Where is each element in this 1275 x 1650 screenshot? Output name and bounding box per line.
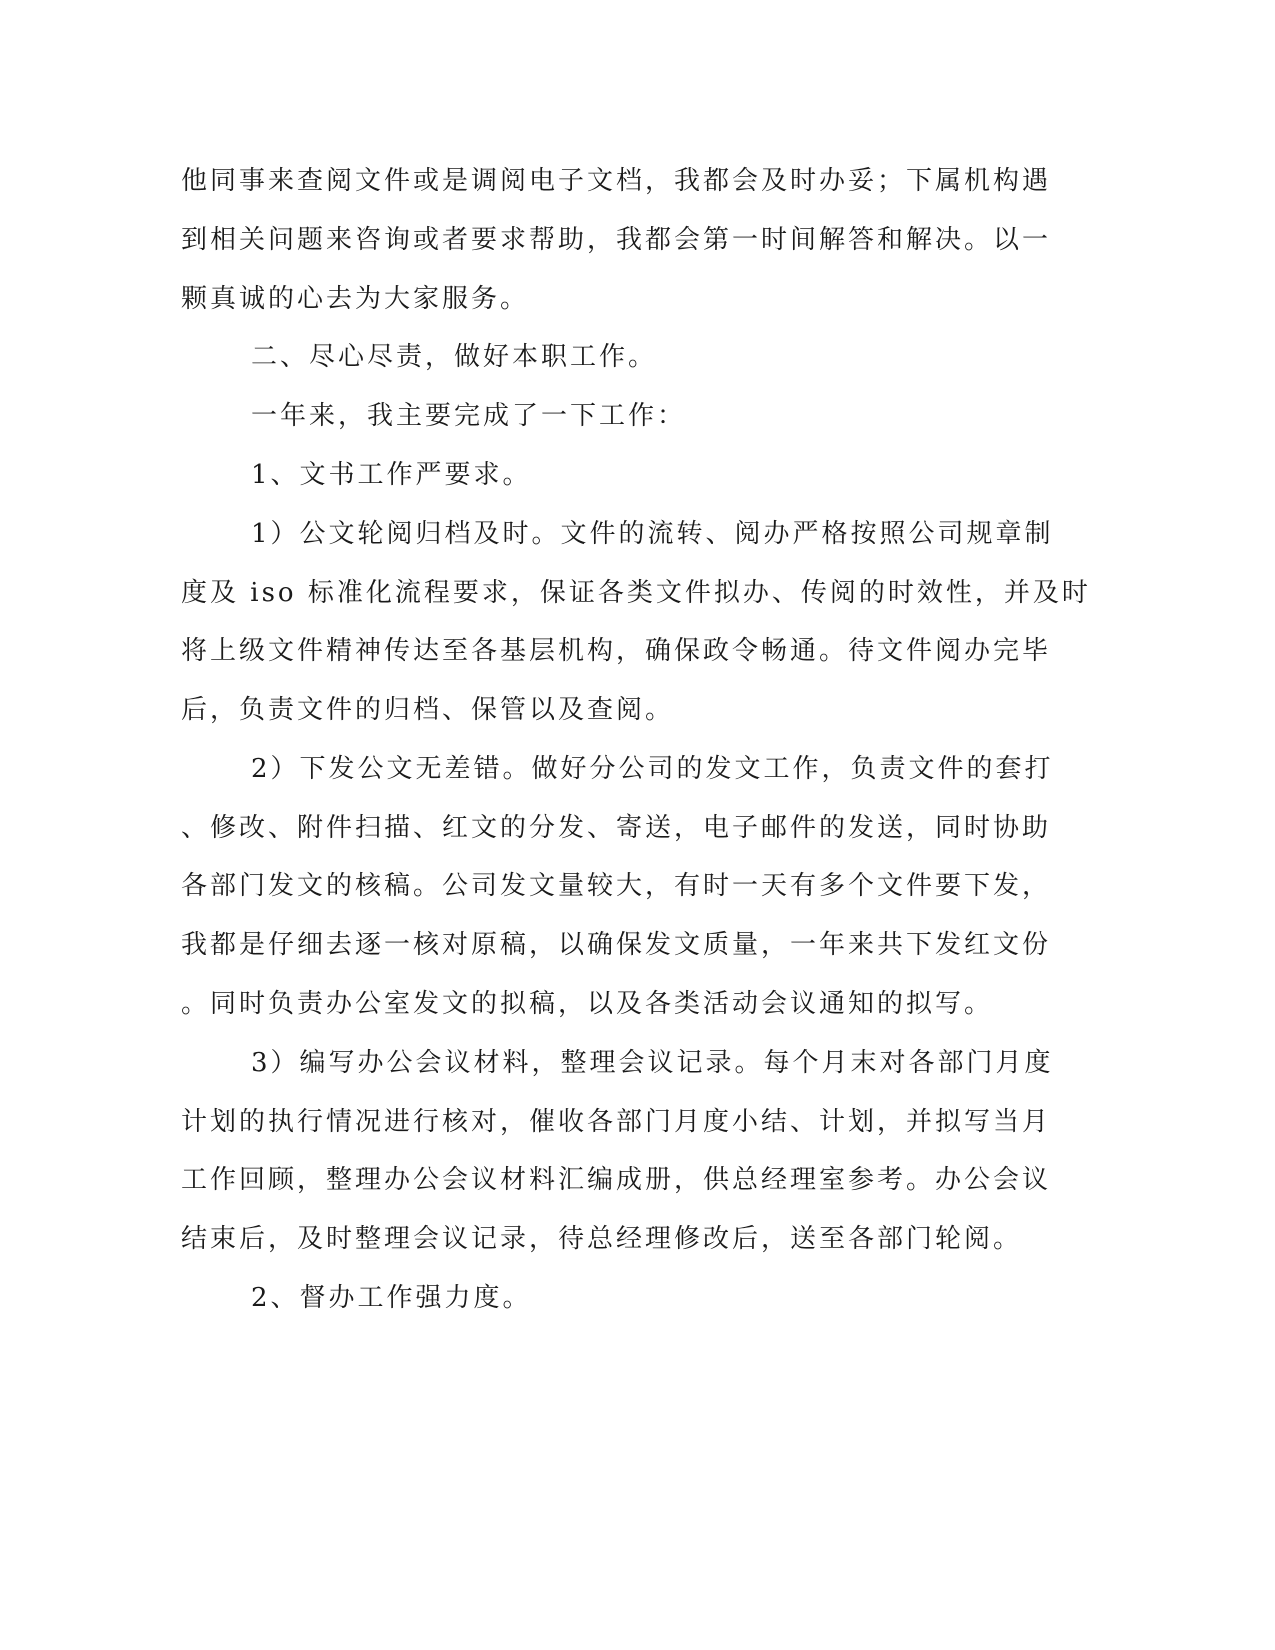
- text-line: 我都是仔细去逐一核对原稿，以确保发文质量，一年来共下发红文份: [181, 930, 1052, 960]
- text-line: 1）公文轮阅归档及时。文件的流转、阅办严格按照公司规章制: [251, 519, 1054, 549]
- text-line: 。同时负责办公室发文的拟稿，以及各类活动会议通知的拟写。: [181, 989, 994, 1019]
- text-line: 工作回顾，整理办公会议材料汇编成册，供总经理室参考。办公会议: [181, 1165, 1052, 1195]
- text-line: 3）编写办公会议材料，整理会议记录。每个月末对各部门月度: [251, 1048, 1054, 1078]
- text-line: 度及 iso 标准化流程要求，保证各类文件拟办、传阅的时效性，并及时: [181, 578, 1091, 608]
- subsection-heading: 2、督办工作强力度。: [251, 1283, 532, 1313]
- subsection-heading: 1、文书工作严要求。: [251, 460, 532, 490]
- text-line: 一年来，我主要完成了一下工作：: [251, 401, 687, 431]
- text-line: 2）下发公文无差错。做好分公司的发文工作，负责文件的套打: [251, 754, 1054, 784]
- text-line: 计划的执行情况进行核对，催收各部门月度小结、计划，并拟写当月: [181, 1107, 1052, 1137]
- text-line: 各部门发文的核稿。公司发文量较大，有时一天有多个文件要下发，: [181, 871, 1052, 901]
- text-line: 颗真诚的心去为大家服务。: [181, 284, 530, 314]
- text-line: 、修改、附件扫描、红文的分发、寄送，电子邮件的发送，同时协助: [181, 813, 1052, 843]
- text-line: 将上级文件精神传达至各基层机构，确保政令畅通。待文件阅办完毕: [181, 636, 1052, 666]
- text-line: 他同事来查阅文件或是调阅电子文档，我都会及时办妥；下属机构遇: [181, 166, 1052, 196]
- text-line: 结束后，及时整理会议记录，待总经理修改后，送至各部门轮阅。: [181, 1224, 1023, 1254]
- text-line: 到相关问题来咨询或者要求帮助，我都会第一时间解答和解决。以一: [181, 225, 1052, 255]
- section-heading: 二、尽心尽责，做好本职工作。: [251, 342, 658, 372]
- text-line: 后，负责文件的归档、保管以及查阅。: [181, 695, 675, 725]
